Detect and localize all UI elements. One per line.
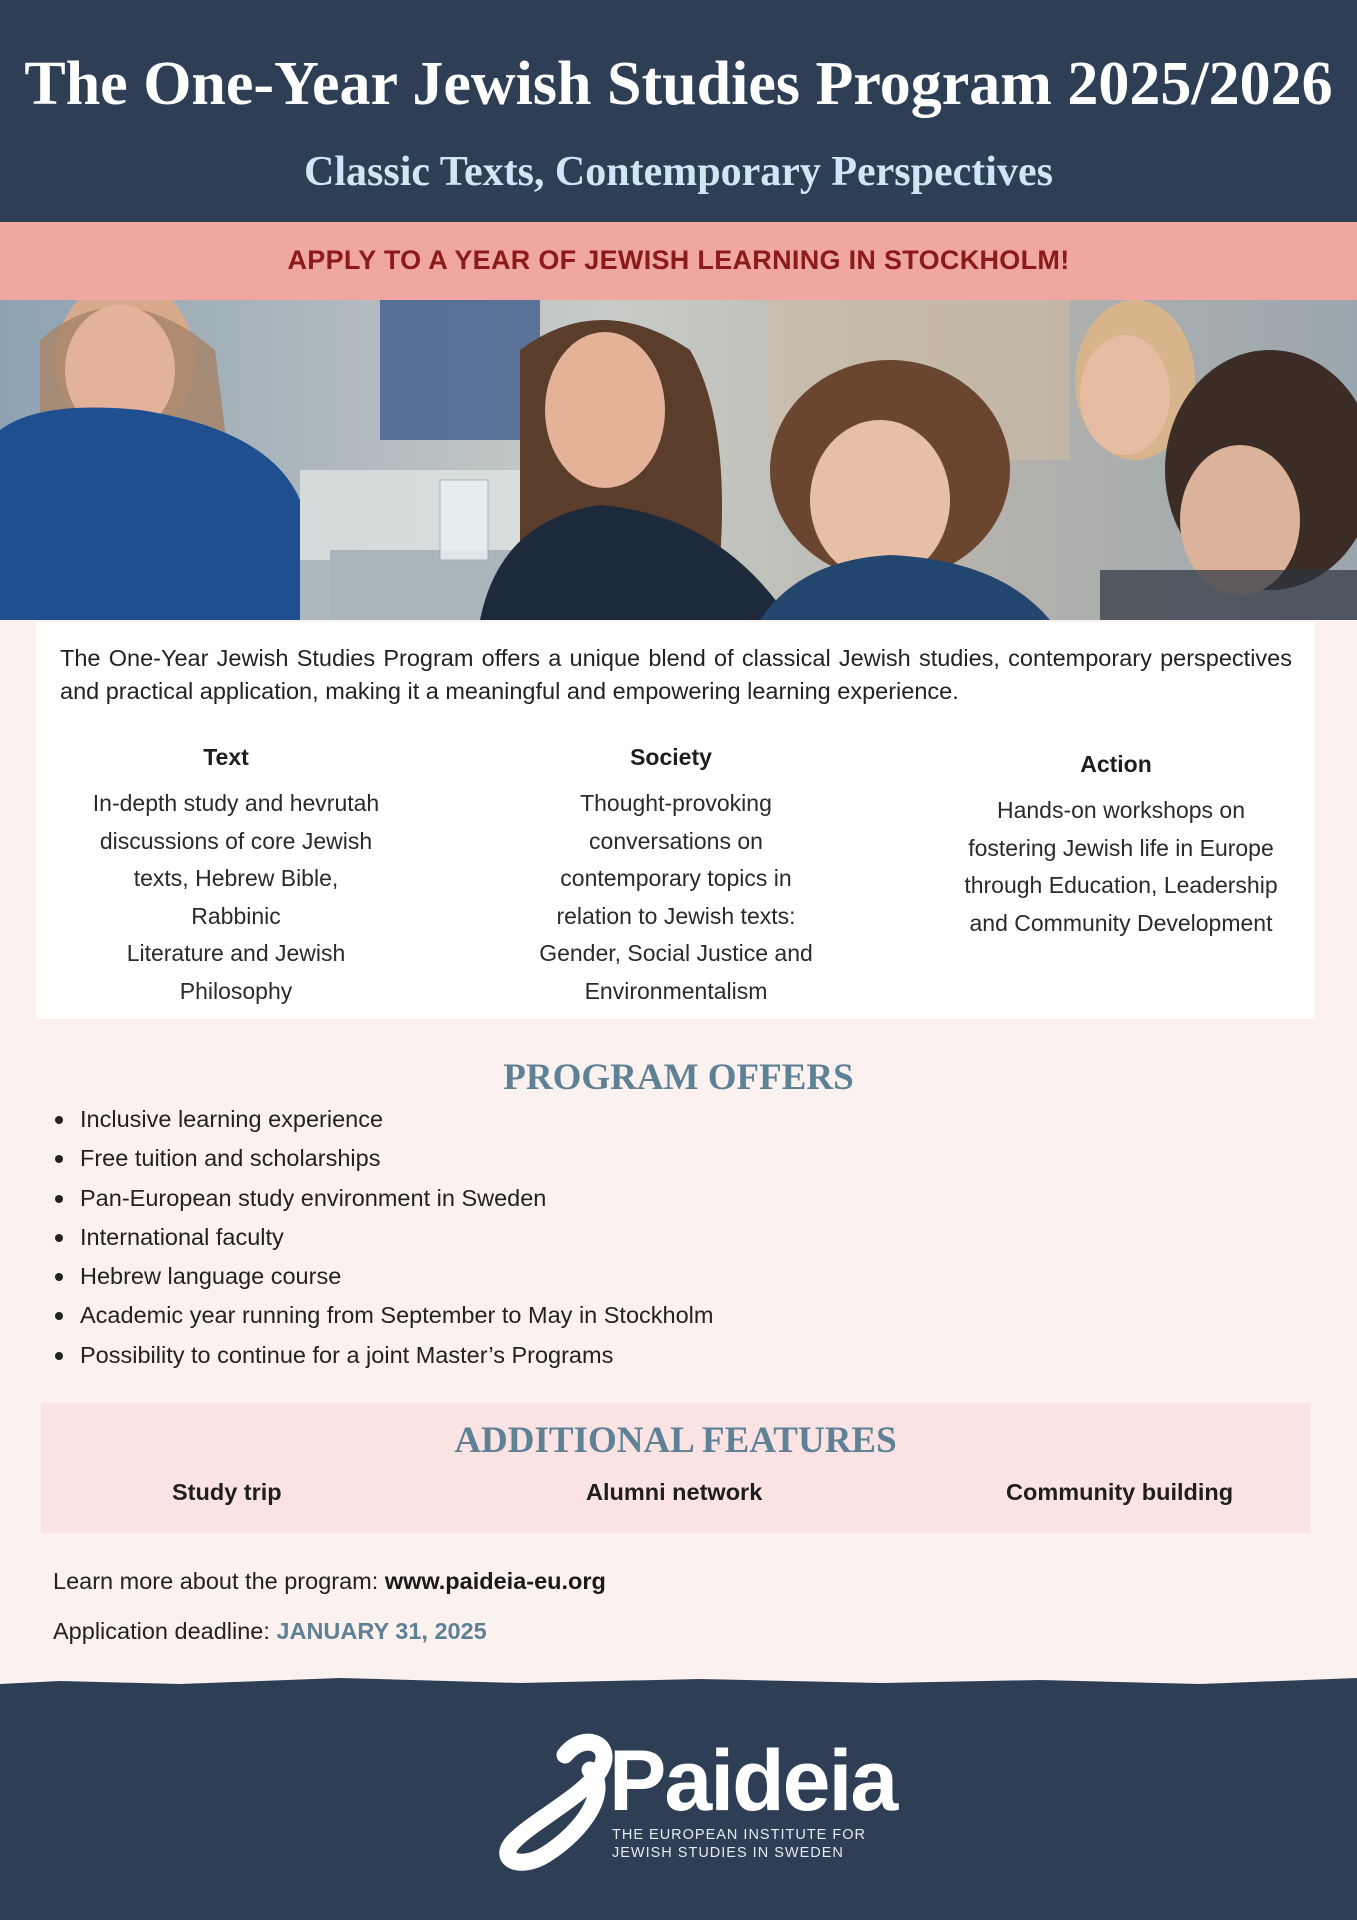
website-link[interactable]: www.paideia-eu.org	[384, 1568, 606, 1594]
pillar-title: Text	[203, 744, 249, 770]
pillar-text	[86, 744, 386, 1010]
apply-banner	[0, 222, 1357, 300]
pillar-line: texts, Hebrew Bible, Rabbinic	[133, 865, 339, 929]
list-item	[52, 1218, 713, 1257]
classroom-photo-illustration	[0, 300, 1357, 620]
pillar-line: In-depth study and hevrutah	[92, 790, 380, 816]
pillar-line: Philosophy	[179, 977, 293, 1004]
page-title: The One-Year Jewish Studies Program 2025/2026	[24, 50, 1333, 118]
pillar-line: contemporary topics in	[560, 865, 792, 891]
paideia-tagline	[612, 1826, 866, 1862]
list-item	[52, 1100, 713, 1139]
pillar-line: discussions of core Jewish	[99, 827, 373, 854]
pillar-body	[941, 792, 1301, 942]
pillar-line: Hands-on workshops on	[996, 797, 1246, 823]
pillar-body	[516, 785, 836, 1010]
list-item-text: Possibility to continue for a joint Master’s Programs	[80, 1341, 614, 1368]
intro-card	[36, 622, 1315, 1019]
list-item	[52, 1179, 713, 1218]
pillar-action	[941, 751, 1301, 942]
pillar-line: through Education, Leadership	[964, 872, 1278, 898]
list-item-text: Hebrew language course	[80, 1263, 342, 1290]
deadline-line	[53, 1618, 487, 1645]
additional-features-box	[41, 1403, 1310, 1533]
bullet-icon	[55, 1273, 63, 1281]
list-item-text: Pan-European study environment in Sweden	[80, 1184, 547, 1211]
bullet-icon	[55, 1234, 63, 1242]
pillar-line: Gender, Social Justice and	[539, 940, 813, 966]
pillar-line: Thought-provoking	[580, 790, 772, 816]
list-item-text: Academic year running from September to May in Stockholm	[80, 1302, 714, 1329]
list-item	[52, 1296, 713, 1335]
pillar-line: and Community Development	[969, 909, 1273, 936]
learn-more-line	[53, 1568, 606, 1595]
pillar-line: conversations on	[589, 827, 763, 854]
page-subtitle: Classic Texts, Contemporary Perspectives	[304, 149, 1053, 195]
tagline-line: THE EUROPEAN INSTITUTE FOR	[612, 1827, 866, 1843]
program-offers-list	[52, 1100, 713, 1375]
paideia-logo-wordmark: Paideia	[609, 1733, 897, 1829]
pillar-title: Action	[1080, 751, 1152, 777]
pillar-line: Literature and Jewish	[126, 940, 346, 966]
pillar-line: Environmentalism	[584, 977, 768, 1004]
pillar-body	[86, 785, 386, 1010]
list-item	[52, 1336, 713, 1375]
classroom-photo	[0, 300, 1357, 620]
list-item	[52, 1257, 713, 1296]
feature-community-building: Community building	[1006, 1479, 1234, 1505]
feature-alumni-network: Alumni network	[586, 1479, 763, 1505]
pillar-title: Society	[630, 744, 712, 770]
intro-paragraph: The One-Year Jewish Studies Program offers a unique blend of classical Jewish studies, contemporary perspectives and practical application, making it a meaningful and empowering learning experience.	[60, 645, 1292, 704]
bullet-icon	[55, 1116, 63, 1124]
bullet-icon	[55, 1312, 63, 1320]
feature-study-trip: Study trip	[172, 1479, 282, 1505]
program-offers-heading: PROGRAM OFFERS	[503, 1057, 854, 1098]
deadline-date: JANUARY 31, 2025	[276, 1618, 487, 1644]
tagline-line: JEWISH STUDIES IN SWEDEN	[612, 1845, 844, 1861]
list-item-text: International faculty	[80, 1223, 284, 1250]
header	[0, 0, 1357, 222]
learn-more-label: Learn more about the program:	[53, 1568, 385, 1594]
pillar-line: fostering Jewish life in Europe	[968, 834, 1274, 861]
list-item	[52, 1139, 713, 1178]
pillar-society	[516, 744, 836, 1010]
list-item-text: Inclusive learning experience	[80, 1106, 384, 1132]
list-item-text: Free tuition and scholarships	[80, 1145, 381, 1172]
apply-banner-text: APPLY TO A YEAR OF JEWISH LEARNING IN STOCKHOLM!	[287, 245, 1070, 275]
deadline-label: Application deadline:	[53, 1618, 277, 1644]
bullet-icon	[55, 1155, 63, 1163]
pillar-line: relation to Jewish texts:	[556, 902, 796, 929]
bullet-icon	[55, 1352, 63, 1360]
additional-features-heading: ADDITIONAL FEATURES	[454, 1420, 897, 1461]
bullet-icon	[55, 1195, 63, 1203]
